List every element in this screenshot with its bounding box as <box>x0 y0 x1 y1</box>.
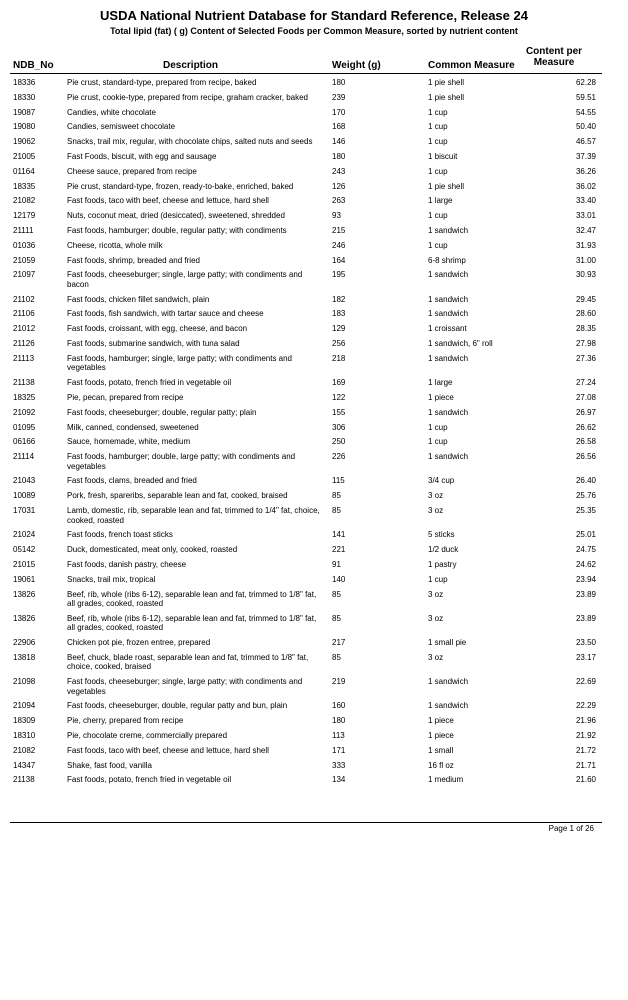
cell-weight: 263 <box>332 196 346 206</box>
cell-description: Fast foods, taco with beef, cheese and lettuce, hard shell <box>67 196 269 206</box>
cell-content: 62.28 <box>575 78 596 87</box>
cell-content: 23.89 <box>575 613 596 623</box>
cell-ndb-no: 21138 <box>13 378 35 388</box>
cell-content: 33.40 <box>575 196 596 206</box>
cell-common-measure: 3 oz <box>428 506 444 516</box>
table-row <box>0 731 628 741</box>
cell-common-measure: 1 large <box>428 378 453 388</box>
header-content-line2: Measure <box>533 57 575 68</box>
cell-weight: 122 <box>332 392 346 402</box>
cell-ndb-no: 05142 <box>13 545 36 555</box>
cell-weight: 113 <box>332 731 345 741</box>
cell-description: Fast Foods, biscuit, with egg and sausage <box>67 151 217 161</box>
cell-description: Fast foods, hamburger; double, regular patty; with condiments <box>67 225 287 235</box>
cell-ndb-no: 21024 <box>13 530 36 540</box>
cell-common-measure: 1 sandwich <box>428 677 469 687</box>
cell-ndb-no: 21113 <box>13 353 35 363</box>
cell-common-measure: 1/2 duck <box>428 545 459 555</box>
cell-weight: 129 <box>332 324 346 334</box>
header-description: Description <box>163 60 219 71</box>
cell-weight: 85 <box>332 652 341 662</box>
cell-weight: 180 <box>332 716 346 726</box>
cell-weight: 215 <box>332 225 346 235</box>
cell-content: 50.40 <box>575 122 596 132</box>
table-row <box>0 506 628 525</box>
header-divider <box>10 73 602 74</box>
cell-content: 27.24 <box>575 378 596 388</box>
table-row <box>0 701 628 711</box>
cell-weight: 170 <box>332 107 346 117</box>
cell-weight: 221 <box>332 545 346 555</box>
table-row <box>0 256 628 266</box>
cell-content: 22.69 <box>575 677 596 687</box>
cell-content: 37.39 <box>575 151 596 161</box>
cell-description: Cheese, ricotta, whole milk <box>67 240 163 250</box>
table-row <box>0 575 628 585</box>
cell-ndb-no: 19087 <box>13 107 36 117</box>
cell-common-measure: 1 piece <box>428 392 454 402</box>
cell-description: Fast foods, fish sandwich, with tartar sauce and cheese <box>67 309 264 319</box>
cell-content: 23.89 <box>575 589 596 599</box>
cell-content: 23.50 <box>575 638 596 648</box>
cell-description: Fast foods, shrimp, breaded and fried <box>67 255 200 265</box>
cell-ndb-no: 01095 <box>13 422 36 432</box>
cell-description: Snacks, trail mix, regular, with chocolate chips, salted nuts and seeds <box>67 137 313 147</box>
cell-content: 31.93 <box>575 240 596 250</box>
table-row <box>0 716 628 726</box>
cell-common-measure: 1 sandwich <box>428 701 469 711</box>
cell-common-measure: 1 small pie <box>428 638 467 648</box>
cell-weight: 180 <box>332 78 346 87</box>
cell-ndb-no: 18336 <box>13 78 36 87</box>
cell-ndb-no: 10089 <box>13 491 36 501</box>
cell-weight: 239 <box>332 92 346 102</box>
cell-weight: 85 <box>332 506 341 516</box>
cell-common-measure: 1 sandwich <box>428 294 469 304</box>
cell-common-measure: 1 sandwich <box>428 309 469 319</box>
cell-common-measure: 3 oz <box>428 652 444 662</box>
cell-common-measure: 1 pie shell <box>428 78 465 87</box>
cell-weight: 333 <box>332 760 346 770</box>
cell-ndb-no: 01164 <box>13 166 35 176</box>
cell-common-measure: 1 piece <box>428 716 454 726</box>
table-row <box>0 211 628 221</box>
cell-ndb-no: 13826 <box>13 613 36 623</box>
cell-weight: 168 <box>332 122 346 132</box>
cell-description: Fast foods, taco with beef, cheese and lettuce, hard shell <box>67 745 269 755</box>
cell-common-measure: 1 croissant <box>428 324 467 334</box>
cell-weight: 155 <box>332 407 346 417</box>
cell-common-measure: 1 pie shell <box>428 92 465 102</box>
cell-common-measure: 1 sandwich <box>428 407 469 417</box>
cell-common-measure: 1 piece <box>428 731 454 741</box>
cell-content: 54.55 <box>575 107 596 117</box>
cell-description: Fast foods, danish pastry, cheese <box>67 559 187 569</box>
cell-content: 26.40 <box>575 476 596 486</box>
cell-ndb-no: 21043 <box>13 476 36 486</box>
cell-ndb-no: 21111 <box>13 225 34 235</box>
cell-content: 30.93 <box>575 270 596 280</box>
cell-description: Sauce, homemade, white, medium <box>67 437 191 447</box>
cell-weight: 85 <box>332 589 341 599</box>
cell-weight: 91 <box>332 559 341 569</box>
cell-common-measure: 1 sandwich <box>428 225 469 235</box>
report-title: USDA National Nutrient Database for Standard Reference, Release 24 <box>100 8 528 23</box>
table-row <box>0 324 628 334</box>
cell-common-measure: 1 sandwich <box>428 452 469 462</box>
cell-weight: 164 <box>332 255 346 265</box>
cell-content: 22.29 <box>575 701 596 711</box>
cell-common-measure: 1 cup <box>428 137 448 147</box>
cell-content: 23.94 <box>575 574 596 584</box>
cell-common-measure: 3 oz <box>428 613 444 623</box>
cell-common-measure: 1 cup <box>428 211 448 221</box>
cell-ndb-no: 19080 <box>13 122 36 132</box>
table-row <box>0 746 628 756</box>
cell-description: Fast foods, hamburger; double, large patty; with condiments and vegetables <box>67 452 296 471</box>
cell-ndb-no: 21098 <box>13 677 36 687</box>
cell-weight: 243 <box>332 166 346 176</box>
cell-weight: 146 <box>332 137 346 147</box>
cell-common-measure: 3/4 cup <box>428 476 455 486</box>
cell-ndb-no: 18310 <box>13 731 36 741</box>
cell-common-measure: 6-8 shrimp <box>428 255 466 265</box>
cell-weight: 256 <box>332 339 346 349</box>
table-row <box>0 122 628 132</box>
cell-ndb-no: 22906 <box>13 638 36 648</box>
cell-description: Pie, cherry, prepared from recipe <box>67 716 184 726</box>
cell-common-measure: 1 sandwich <box>428 353 469 363</box>
table-row <box>0 108 628 118</box>
cell-ndb-no: 21094 <box>13 701 36 711</box>
cell-common-measure: 1 biscuit <box>428 151 458 161</box>
header-common-measure: Common Measure <box>428 60 515 71</box>
cell-content: 26.56 <box>575 452 596 462</box>
cell-content: 27.08 <box>575 392 596 402</box>
cell-weight: 219 <box>332 677 346 687</box>
table-row <box>0 437 628 447</box>
table-row <box>0 354 628 373</box>
table-row <box>0 93 628 103</box>
report-subtitle: Total lipid (fat) ( g) Content of Selected Foods per Common Measure, sorted by nutrient content <box>110 26 518 36</box>
table-row <box>0 295 628 305</box>
table-row <box>0 614 628 633</box>
cell-content: 21.60 <box>575 775 596 785</box>
table-row <box>0 78 628 88</box>
cell-description: Beef, rib, whole (ribs 6-12), separable lean and fat, trimmed to 1/8" fat, all grades, cooked, roasted <box>67 613 317 633</box>
cell-ndb-no: 17031 <box>13 506 36 516</box>
cell-weight: 126 <box>332 181 346 191</box>
cell-ndb-no: 21106 <box>13 309 35 319</box>
cell-common-measure: 1 pastry <box>428 559 457 569</box>
table-row <box>0 761 628 771</box>
table-row <box>0 638 628 648</box>
cell-weight: 250 <box>332 437 346 447</box>
cell-ndb-no: 21059 <box>13 255 36 265</box>
cell-weight: 180 <box>332 151 346 161</box>
cell-common-measure: 1 small <box>428 745 454 755</box>
cell-common-measure: 1 cup <box>428 122 448 132</box>
cell-content: 21.96 <box>575 716 596 726</box>
cell-content: 21.71 <box>575 760 596 770</box>
cell-ndb-no: 06166 <box>13 437 36 447</box>
cell-content: 25.35 <box>575 506 596 516</box>
cell-ndb-no: 21092 <box>13 407 36 417</box>
cell-description: Fast foods, cheeseburger, double, regular patty and bun, plain <box>67 701 288 711</box>
table-row <box>0 476 628 486</box>
table-row <box>0 137 628 147</box>
cell-content: 25.01 <box>575 530 596 540</box>
cell-common-measure: 3 oz <box>428 589 444 599</box>
cell-content: 33.01 <box>575 211 596 221</box>
table-row <box>0 167 628 177</box>
cell-content: 26.97 <box>575 407 596 417</box>
cell-ndb-no: 21138 <box>13 775 35 785</box>
cell-content: 24.75 <box>575 545 596 555</box>
cell-ndb-no: 21082 <box>13 745 36 755</box>
table-row <box>0 545 628 555</box>
cell-description: Duck, domesticated, meat only, cooked, roasted <box>67 545 238 555</box>
cell-ndb-no: 13826 <box>13 589 36 599</box>
cell-content: 29.45 <box>575 294 596 304</box>
cell-description: Fast foods, chicken fillet sandwich, plain <box>67 294 210 304</box>
cell-description: Chicken pot pie, frozen entree, prepared <box>67 638 211 648</box>
cell-weight: 85 <box>332 613 341 623</box>
cell-content: 21.92 <box>575 731 596 741</box>
cell-ndb-no: 18330 <box>13 92 36 102</box>
cell-ndb-no: 14347 <box>13 760 36 770</box>
cell-common-measure: 1 cup <box>428 574 448 584</box>
cell-description: Candies, semisweet chocolate <box>67 122 176 132</box>
cell-description: Fast foods, hamburger; single, large patty; with condiments and vegetables <box>67 353 293 373</box>
nutrient-table <box>0 78 628 790</box>
table-row <box>0 196 628 206</box>
cell-weight: 217 <box>332 638 346 648</box>
cell-description: Cheese sauce, prepared from recipe <box>67 166 197 176</box>
cell-description: Fast foods, potato, french fried in vegetable oil <box>67 378 232 388</box>
cell-content: 26.62 <box>575 422 596 432</box>
cell-description: Candies, white chocolate <box>67 107 156 117</box>
cell-common-measure: 1 large <box>428 196 453 206</box>
table-row <box>0 339 628 349</box>
cell-weight: 141 <box>332 530 346 540</box>
cell-content: 28.35 <box>575 324 596 334</box>
cell-content: 36.26 <box>575 166 596 176</box>
cell-weight: 195 <box>332 270 346 280</box>
cell-weight: 160 <box>332 701 346 711</box>
cell-ndb-no: 21005 <box>13 151 36 161</box>
cell-weight: 115 <box>332 476 345 486</box>
cell-content: 23.17 <box>575 652 596 662</box>
cell-description: Pie crust, cookie-type, prepared from recipe, graham cracker, baked <box>67 92 308 102</box>
table-row <box>0 408 628 418</box>
cell-ndb-no: 12179 <box>13 211 36 221</box>
cell-common-measure: 1 pie shell <box>428 181 465 191</box>
header-content-per-measure <box>510 46 598 68</box>
cell-description: Beef, rib, whole (ribs 6-12), separable lean and fat, trimmed to 1/8" fat, all grades, cooked, roasted <box>67 589 317 608</box>
cell-common-measure: 1 cup <box>428 166 448 176</box>
cell-common-measure: 1 cup <box>428 240 448 250</box>
cell-description: Pork, fresh, spareribs, separable lean and fat, cooked, braised <box>67 491 288 501</box>
header-weight: Weight (g) <box>332 60 381 71</box>
table-row <box>0 590 628 609</box>
table-row <box>0 677 628 696</box>
table-row <box>0 423 628 433</box>
cell-common-measure: 1 sandwich, 6" roll <box>428 339 493 349</box>
cell-common-measure: 1 cup <box>428 422 448 432</box>
cell-content: 36.02 <box>575 181 596 191</box>
table-row <box>0 378 628 388</box>
table-row <box>0 182 628 192</box>
cell-description: Pie crust, standard-type, frozen, ready-to-bake, enriched, baked <box>67 181 294 191</box>
cell-weight: 140 <box>332 574 346 584</box>
cell-weight: 226 <box>332 452 346 462</box>
cell-description: Fast foods, cheeseburger; single, large patty; with condiments and vegetables <box>67 677 303 696</box>
cell-ndb-no: 21126 <box>13 339 35 349</box>
cell-ndb-no: 19062 <box>13 137 36 147</box>
header-ndb-no: NDB_No <box>13 60 54 71</box>
table-row <box>0 226 628 236</box>
cell-ndb-no: 19061 <box>13 574 36 584</box>
cell-description: Fast foods, croissant, with egg, cheese, and bacon <box>67 324 248 334</box>
cell-description: Snacks, trail mix, tropical <box>67 574 156 584</box>
cell-weight: 171 <box>332 745 346 755</box>
cell-description: Fast foods, cheeseburger; single, large patty; with condiments and bacon <box>67 270 303 289</box>
header-content-line1: Content per <box>525 46 583 57</box>
cell-description: Fast foods, clams, breaded and fried <box>67 476 197 486</box>
cell-description: Pie, chocolate creme, commercially prepared <box>67 731 228 741</box>
cell-ndb-no: 13818 <box>13 652 36 662</box>
table-row <box>0 491 628 501</box>
cell-ndb-no: 21082 <box>13 196 36 206</box>
cell-description: Beef, chuck, blade roast, separable lean and fat, trimmed to 1/8" fat, choice, cooked, braised <box>67 652 309 672</box>
table-row <box>0 152 628 162</box>
cell-content: 27.36 <box>575 353 596 363</box>
table-row <box>0 241 628 251</box>
cell-weight: 134 <box>332 775 346 785</box>
cell-description: Fast foods, cheeseburger; double, regular patty; plain <box>67 407 257 417</box>
cell-ndb-no: 21114 <box>13 452 35 462</box>
table-row <box>0 775 628 785</box>
cell-common-measure: 1 medium <box>428 775 464 785</box>
cell-content: 21.72 <box>575 745 596 755</box>
cell-ndb-no: 21015 <box>13 559 36 569</box>
cell-content: 25.76 <box>575 491 596 501</box>
cell-description: Pie, pecan, prepared from recipe <box>67 392 184 402</box>
cell-weight: 306 <box>332 422 346 432</box>
cell-description: Nuts, coconut meat, dried (desiccated), sweetened, shredded <box>67 211 285 221</box>
table-row <box>0 452 628 471</box>
cell-content: 31.00 <box>575 255 596 265</box>
cell-ndb-no: 18325 <box>13 392 36 402</box>
cell-weight: 246 <box>332 240 346 250</box>
cell-weight: 93 <box>332 211 341 221</box>
table-row <box>0 530 628 540</box>
cell-description: Shake, fast food, vanilla <box>67 760 152 770</box>
cell-content: 26.58 <box>575 437 596 447</box>
cell-weight: 218 <box>332 353 346 363</box>
cell-ndb-no: 01036 <box>13 240 36 250</box>
cell-common-measure: 1 sandwich <box>428 270 469 280</box>
cell-content: 27.98 <box>575 339 596 349</box>
cell-ndb-no: 18309 <box>13 716 36 726</box>
table-row <box>0 653 628 672</box>
cell-weight: 183 <box>332 309 346 319</box>
cell-common-measure: 1 cup <box>428 437 448 447</box>
cell-common-measure: 1 cup <box>428 107 448 117</box>
cell-common-measure: 16 fl oz <box>428 760 454 770</box>
cell-content: 32.47 <box>575 225 596 235</box>
cell-description: Fast foods, french toast sticks <box>67 530 173 540</box>
table-row <box>0 393 628 403</box>
page-number: Page 1 of 26 <box>548 824 594 833</box>
footer-divider <box>10 822 602 823</box>
cell-ndb-no: 21097 <box>13 270 36 280</box>
cell-ndb-no: 21102 <box>13 294 35 304</box>
table-row <box>0 309 628 319</box>
cell-weight: 85 <box>332 491 341 501</box>
cell-ndb-no: 18335 <box>13 181 36 191</box>
cell-content: 24.62 <box>575 559 596 569</box>
table-row <box>0 270 628 289</box>
cell-common-measure: 3 oz <box>428 491 444 501</box>
cell-description: Pie crust, standard-type, prepared from recipe, baked <box>67 78 257 87</box>
cell-ndb-no: 21012 <box>13 324 36 334</box>
cell-description: Milk, canned, condensed, sweetened <box>67 422 199 432</box>
cell-weight: 169 <box>332 378 346 388</box>
table-row <box>0 560 628 570</box>
cell-content: 46.57 <box>575 137 596 147</box>
cell-content: 59.51 <box>575 92 596 102</box>
cell-common-measure: 5 sticks <box>428 530 455 540</box>
cell-content: 28.60 <box>575 309 596 319</box>
cell-description: Fast foods, submarine sandwich, with tuna salad <box>67 339 240 349</box>
cell-description: Fast foods, potato, french fried in vegetable oil <box>67 775 232 785</box>
cell-description: Lamb, domestic, rib, separable lean and fat, trimmed to 1/4" fat, choice, cooked, roasted <box>67 506 320 525</box>
cell-weight: 182 <box>332 294 346 304</box>
